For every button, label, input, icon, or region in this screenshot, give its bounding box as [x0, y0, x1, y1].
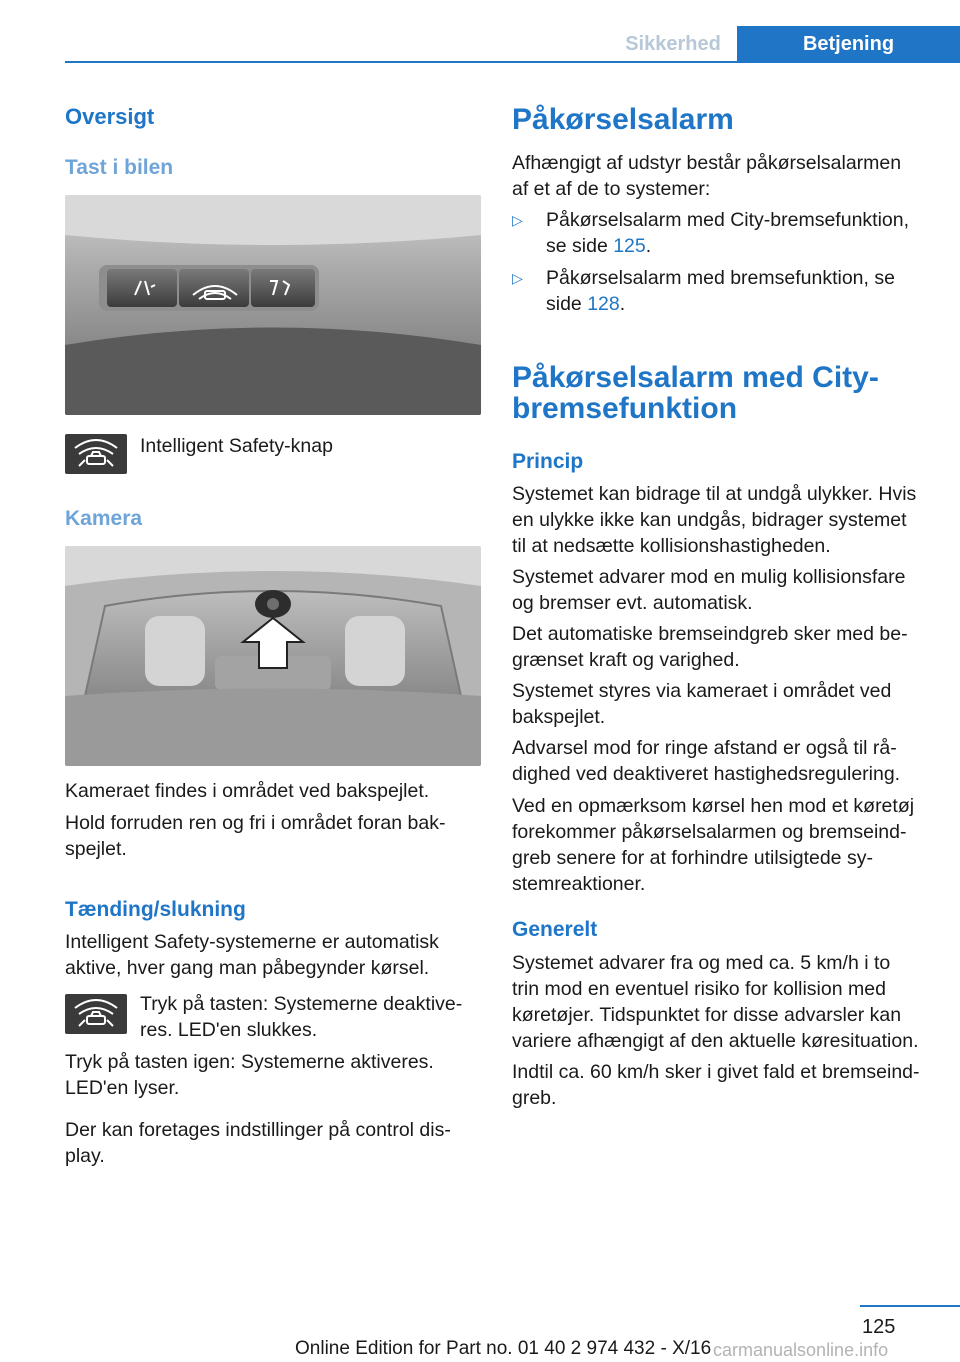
triangle-bullet-icon: ▷ — [512, 212, 523, 228]
princip-line-13: forekommer påkørselsalarmen og bremseind‐ — [512, 821, 907, 843]
page-number: 125 — [862, 1316, 896, 1338]
heading-paakoerselsalarm: Påkørselsalarm — [512, 103, 734, 136]
buttons-photo — [65, 195, 481, 415]
taending-paragraph-2b: LED'en lyser. — [65, 1077, 180, 1099]
generelt-line-6: greb. — [512, 1087, 557, 1109]
princip-line-7: grænset kraft og varighed. — [512, 649, 740, 671]
list-item-2 — [512, 265, 932, 317]
taending-paragraph-2a: Tryk på tasten igen: Systemerne aktiveres. — [65, 1051, 434, 1073]
icon-caption: Intelligent Safety-knap — [140, 435, 333, 457]
princip-line-11: dighed ved deaktiveret hastighedsregulering. — [512, 763, 901, 785]
generelt-line-5: Indtil ca. 60 km/h sker i givet fald et bremseind‐ — [512, 1061, 920, 1083]
heading-kamera: Kamera — [65, 507, 143, 530]
heading-city-a: Påkørselsalarm med City- — [512, 361, 879, 394]
princip-line-2: en ulykke ikke kan undgås, bidrager systemet — [512, 509, 907, 531]
generelt-line-2: trin mod en eventuel risiko for kollision med — [512, 978, 886, 1000]
alarm-paragraph-1a: Afhængigt af udstyr består påkørselsalarmen — [512, 152, 902, 174]
page-link-125[interactable]: 125 — [613, 235, 646, 257]
alarm-paragraph-1b: af et af de to systemer: — [512, 178, 711, 200]
heading-oversigt: Oversigt — [65, 104, 155, 129]
list-item-1-line-a: Påkørselsalarm med City-bremsefunktion, — [546, 209, 910, 231]
taending-paragraph-3b: play. — [65, 1145, 105, 1167]
heading-city-b: bremsefunktion — [512, 392, 738, 425]
heading-generelt: Generelt — [512, 918, 598, 941]
heading-tast-i-bilen: Tast i bilen — [65, 156, 174, 179]
princip-line-9: bakspejlet. — [512, 706, 606, 728]
camera-photo — [65, 546, 481, 766]
princip-line-12: Ved en opmærksom kørsel hen mod et køretøj — [512, 795, 915, 817]
princip-line-3: til at nedsætte kollisionshastigheden. — [512, 535, 831, 557]
list-item-1-line-b: se side 125. — [546, 235, 652, 257]
list-item-1 — [512, 207, 932, 259]
list-item-2-line-b: side 128. — [546, 293, 626, 315]
princip-line-5: og bremser evt. automatisk. — [512, 592, 753, 614]
taending-paragraph-3a: Der kan foretages indstillinger på control dis‐ — [65, 1119, 451, 1141]
tab-betjening[interactable]: Betjening — [737, 26, 960, 62]
generelt-line-3: køretøjer. Tidspunktet for disse advarsler kan — [512, 1004, 902, 1026]
safety-button-icon — [65, 434, 127, 474]
kamera-paragraph-1: Kameraet findes i området ved bakspejlet. — [65, 780, 430, 802]
icon2-text-a: Tryk på tasten: Systemerne deaktive‐ — [140, 993, 463, 1015]
princip-line-8: Systemet styres via kameraet i området ved — [512, 680, 892, 702]
kamera-paragraph-2a: Hold forruden ren og fri i området foran bak‐ — [65, 812, 446, 834]
princip-line-15: stemreaktioner. — [512, 873, 646, 895]
taending-paragraph-1b: aktive, hver gang man påbegynder kørsel. — [65, 957, 430, 979]
princip-line-6: Det automatiske bremseindgreb sker med be‐ — [512, 623, 908, 645]
page-link-128[interactable]: 128 — [587, 293, 620, 315]
footer-rule — [860, 1305, 960, 1307]
page-header — [0, 0, 960, 62]
kamera-paragraph-2b: spejlet. — [65, 838, 127, 860]
princip-line-4: Systemet advarer mod en mulig kollisionsfare — [512, 566, 906, 588]
princip-line-1: Systemet kan bidrage til at undgå ulykker. Hvis — [512, 483, 917, 505]
taending-paragraph-1a: Intelligent Safety-systemerne er automatisk — [65, 931, 439, 953]
safety-button-icon-2 — [65, 994, 127, 1034]
icon2-text-b: res. LED'en slukkes. — [140, 1019, 318, 1041]
list-item-2-line-a: Påkørselsalarm med bremsefunktion, se — [546, 267, 895, 289]
edition-text: Online Edition for Part no. 01 40 2 974 432 - X/16 — [295, 1338, 712, 1359]
triangle-bullet-icon: ▷ — [512, 270, 523, 286]
princip-line-14: greb senere for at forhindre utilsigtede sy‐ — [512, 847, 873, 869]
generelt-line-4: variere afhængigt af den aktuelle køresituation. — [512, 1030, 919, 1052]
heading-princip: Princip — [512, 450, 584, 473]
heading-taending: Tænding/slukning — [65, 898, 246, 921]
watermark: carmanualsonline.info — [713, 1340, 889, 1360]
tab-sikkerhed[interactable]: Sikkerhed — [625, 33, 721, 55]
header-rule — [65, 61, 960, 63]
generelt-line-1: Systemet advarer fra og med ca. 5 km/h i to — [512, 952, 891, 974]
princip-line-10: Advarsel mod for ringe afstand er også til rå‐ — [512, 737, 897, 759]
